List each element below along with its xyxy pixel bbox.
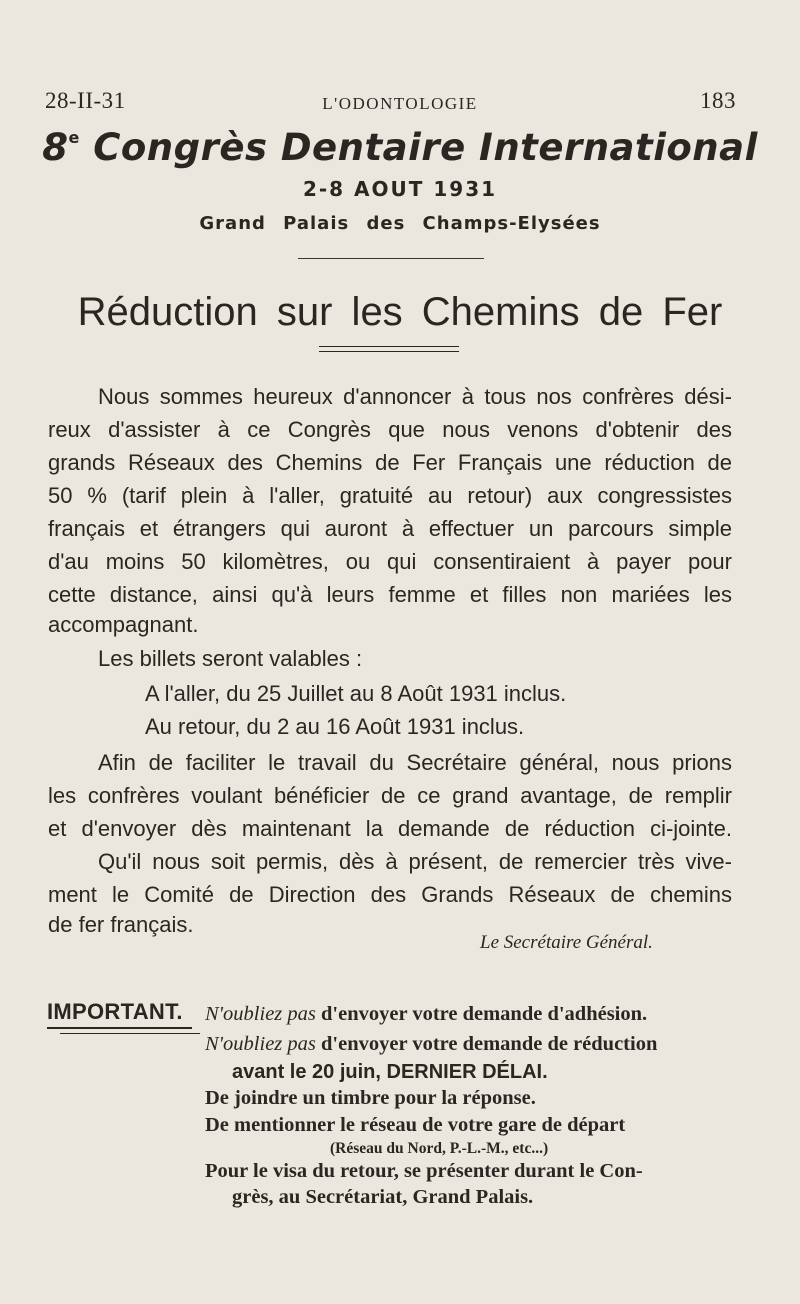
body-line: Nous sommes heureux d'annoncer à tous nos confrères dési- (98, 384, 732, 409)
tickets-return: Au retour, du 2 au 16 Août 1931 inclus. (145, 714, 525, 739)
header-journal-title: L'ODONTOLOGIE (322, 94, 478, 113)
body-line: ment le Comité de Direction des Grands Réseaux de chemins (48, 882, 732, 907)
header-date: 28-II-31 (45, 88, 126, 113)
body-line: accompagnant. (48, 612, 199, 637)
body-line: Afin de faciliter le travail du Secrétaire général, nous prions (98, 750, 732, 775)
header-page-number: 183 (700, 88, 736, 113)
congress-name: Congrès Dentaire International (93, 126, 758, 169)
body-line: les confrères voulant bénéficier de ce grand avantage, de remplir (48, 783, 732, 808)
important-emphasis: N'oubliez pas (205, 1033, 316, 1055)
tickets-outbound: A l'aller, du 25 Juillet au 8 Août 1931 inclus. (145, 681, 567, 706)
important-line-3: avant le 20 juin, DERNIER DÉLAI. (232, 1061, 548, 1083)
tickets-intro: Les billets seront valables : (98, 646, 363, 671)
congress-title (0, 126, 800, 169)
important-line-6: (Réseau du Nord, P.-L.-M., etc...) (330, 1140, 549, 1157)
separator-rule (298, 258, 484, 259)
body-line: 50 % (tarif plein à l'aller, gratuité au retour) aux congressistes (48, 483, 732, 508)
congress-dates: 2-8 AOUT 1931 (302, 177, 498, 201)
congress-ordinal-sup: e (68, 127, 80, 147)
important-underline (47, 1027, 192, 1029)
important-line-7: Pour le visa du retour, se présenter durant le Con- (205, 1160, 643, 1182)
important-line-5: De mentionner le réseau de votre gare de départ (205, 1114, 626, 1136)
body-line: français et étrangers qui auront à effectuer un parcours simple (48, 516, 732, 541)
body-line: reux d'assister à ce Congrès que nous venons d'obtenir des (48, 417, 732, 442)
important-line-8: grès, au Secrétariat, Grand Palais. (232, 1186, 534, 1208)
body-line: et d'envoyer dès maintenant la demande de réduction ci-jointe. (48, 816, 732, 841)
important-label: IMPORTANT. (47, 999, 183, 1024)
important-line-4: De joindre un timbre pour la réponse. (205, 1087, 536, 1109)
body-line: cette distance, ainsi qu'à leurs femme et filles non mariées les (48, 582, 732, 607)
important-line-1: N'oubliez pas d'envoyer votre demande d'adhésion. (205, 1003, 648, 1025)
important-underline (60, 1033, 200, 1034)
congress-venue: Grand Palais des Champs-Elysées (199, 213, 601, 234)
headline-double-rule (319, 346, 459, 352)
body-line: d'au moins 50 kilomètres, ou qui consentiraient à payer pour (48, 549, 732, 574)
signature: Le Secrétaire Général. (480, 932, 653, 953)
page-headline: Réduction sur les Chemins de Fer (77, 290, 723, 334)
important-emphasis: N'oubliez pas (205, 1003, 316, 1025)
body-line: Qu'il nous soit permis, dès à présent, de remercier très vive- (98, 849, 732, 874)
body-line: grands Réseaux des Chemins de Fer Français une réduction de (48, 450, 732, 475)
body-line: de fer français. (48, 912, 194, 937)
important-line-2: N'oubliez pas d'envoyer votre demande de réduction (205, 1033, 658, 1055)
congress-ordinal: 8 (42, 126, 69, 169)
